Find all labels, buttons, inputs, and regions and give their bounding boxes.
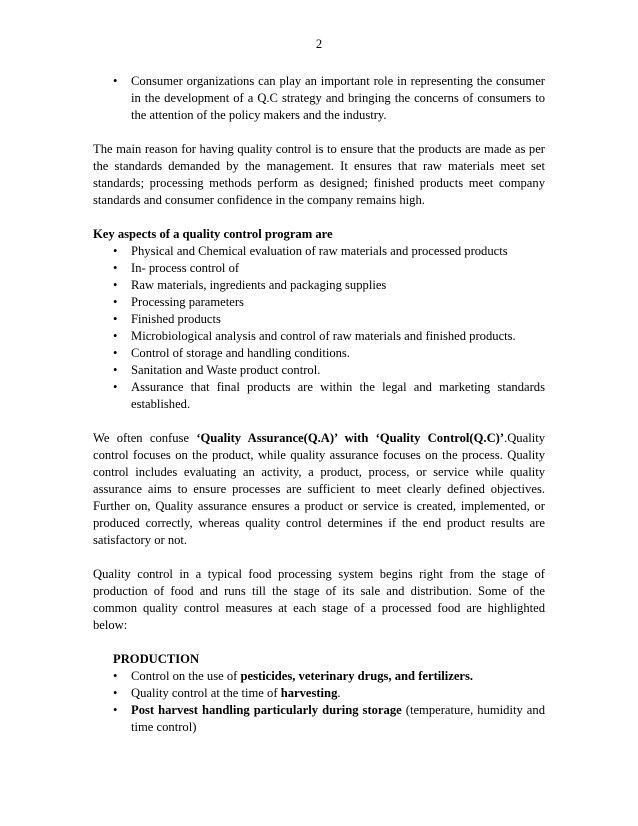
list-item: • Sanitation and Waste product control.	[93, 362, 545, 379]
qa-rest-text: .Quality control focuses on the product, while quality assurance focuses on the process. Quality control includes evaluating an activity, a product, process, or service while quality assurance aims to ensure processes are sufficient to meet clearly defined objectives. Further on, Quality assurance ensures a product or service is created, implemented, or produced correctly, whereas quality control determines if the end product results are satisfactory or not.	[93, 431, 545, 547]
list-item: • In- process control of	[93, 260, 545, 277]
item-tail-text: .	[337, 686, 341, 700]
list-item	[93, 685, 545, 702]
list-item: • Control of storage and handling conditions.	[93, 345, 545, 362]
section-heading-key-aspects: Key aspects of a quality control program are	[93, 227, 333, 241]
item-tail-text: (temperature, humidity and time control)	[131, 703, 545, 734]
qa-lead-text: We often confuse	[93, 431, 197, 445]
list-item: • Raw materials, ingredients and packaging supplies	[93, 277, 545, 294]
list-item: • Processing parameters	[93, 294, 545, 311]
paragraph-food-processing: Quality control in a typical food processing system begins right from the stage of production of food and runs till the stage of its sale and distribution. Some of the common quality control measures at each stage of a processed food are highlighted below:	[93, 567, 545, 632]
page-content	[93, 73, 545, 736]
intro-bullet-list	[93, 73, 545, 124]
section-heading-production: PRODUCTION	[113, 652, 200, 666]
paragraph-main-reason: The main reason for having quality control is to ensure that the products are made as per the standards demanded by the management. It ensures that raw materials meet set standards; processing methods perform as designed; finished products meet company standards and consumer confidence in the company remains high.	[93, 142, 545, 207]
list-item: • Microbiological analysis and control of raw materials and finished products.	[93, 328, 545, 345]
page-number: 2	[315, 37, 323, 51]
list-item: • Consumer organizations can play an important role in representing the consumer in the development of a Q.C strategy and bringing the concerns of consumers to the attention of the policy makers and the industry.	[93, 73, 545, 124]
list-item: • Physical and Chemical evaluation of raw materials and processed products	[93, 243, 545, 260]
key-aspects-list	[93, 243, 545, 413]
item-bold-text: pesticides, veterinary drugs, and fertilizers.	[240, 669, 474, 683]
list-item: • Finished products	[93, 311, 545, 328]
list-item	[93, 668, 545, 685]
production-list	[93, 668, 545, 736]
item-bold-text: Post harvest handling particularly during storage	[131, 703, 402, 717]
list-item	[93, 702, 545, 736]
item-text: Control on the use of	[131, 669, 241, 683]
paragraph-qa-vs-qc	[93, 430, 545, 549]
list-item: • Assurance that final products are within the legal and marketing standards established.	[93, 379, 545, 413]
qa-bold-text: ‘Quality Assurance(Q.A)’ with ‘Quality Control(Q.C)’	[196, 431, 505, 445]
item-bold-text: harvesting	[280, 686, 338, 700]
item-text: Quality control at the time of	[131, 686, 281, 700]
